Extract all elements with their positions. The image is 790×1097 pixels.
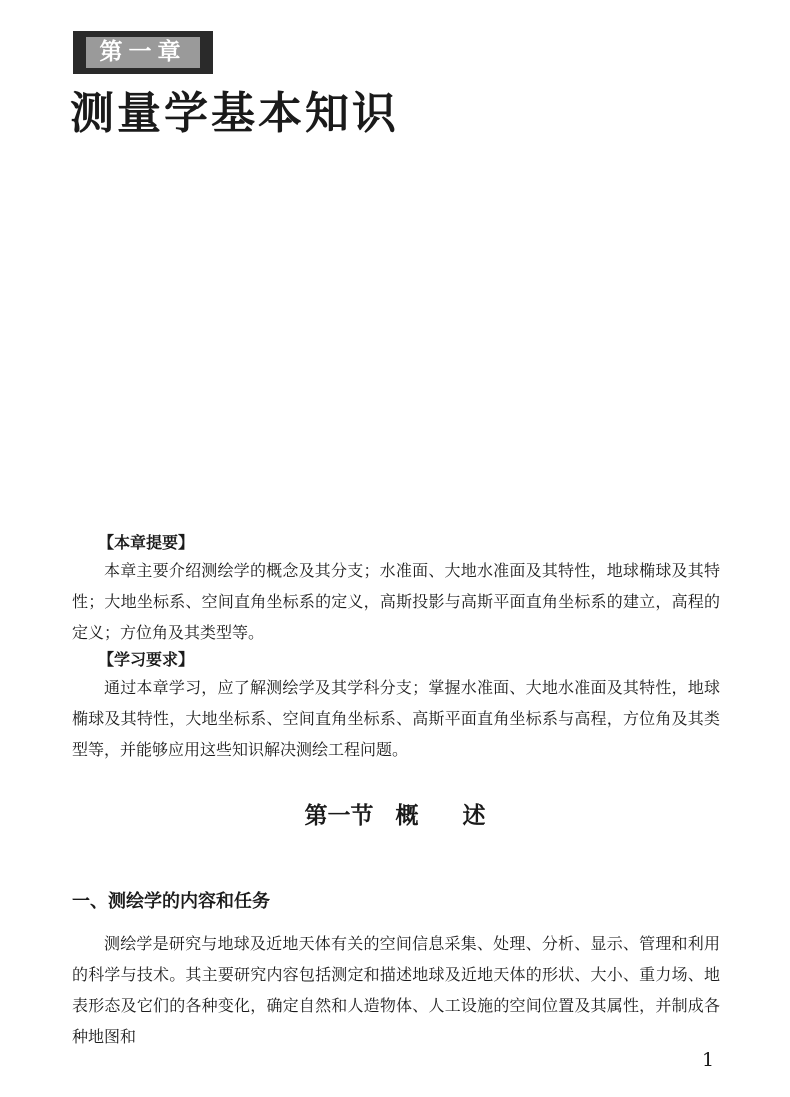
requirements-paragraph: 通过本章学习，应了解测绘学及其学科分支；掌握水准面、大地水准面及其特性，地球椭球及其特性，大地坐标系、空间直角坐标系、高斯平面直角坐标系与高程，方位角及其类型等，并能够应用这些知识解决测绘工程问题。 — [72, 678, 720, 759]
summary-paragraph: 本章主要介绍测绘学的概念及其分支；水准面、大地水准面及其特性，地球椭球及其特性；大地坐标系、空间直角坐标系的定义，高斯投影与高斯平面直角坐标系的建立，高程的定义；方位角及其类型等。 — [72, 561, 720, 642]
section-number: 第一节 — [304, 802, 374, 829]
chapter-title: 测量学基本知识 — [70, 88, 399, 139]
chapter-label: 第一章 — [86, 37, 200, 68]
requirements-label: 【学习要求】 — [98, 650, 195, 669]
section-title-part2: 述 — [462, 802, 486, 829]
section-title — [0, 798, 790, 834]
page-number: 1 — [702, 1049, 715, 1071]
body-paragraph: 测绘学是研究与地球及近地天体有关的空间信息采集、处理、分析、显示、管理和利用的科学与技术。其主要研究内容包括测定和描述地球及近地天体的形状、大小、重力场、地表形态及它们的各种变化，确定自然和人造物体、人工设施的空间位置及其属性，并制成各种地图和 — [72, 934, 720, 1046]
chapter-badge — [73, 31, 213, 74]
section-title-part1: 概 — [395, 802, 419, 829]
subsection-title: 一、测绘学的内容和任务 — [72, 891, 270, 912]
summary-label: 【本章提要】 — [98, 533, 195, 552]
